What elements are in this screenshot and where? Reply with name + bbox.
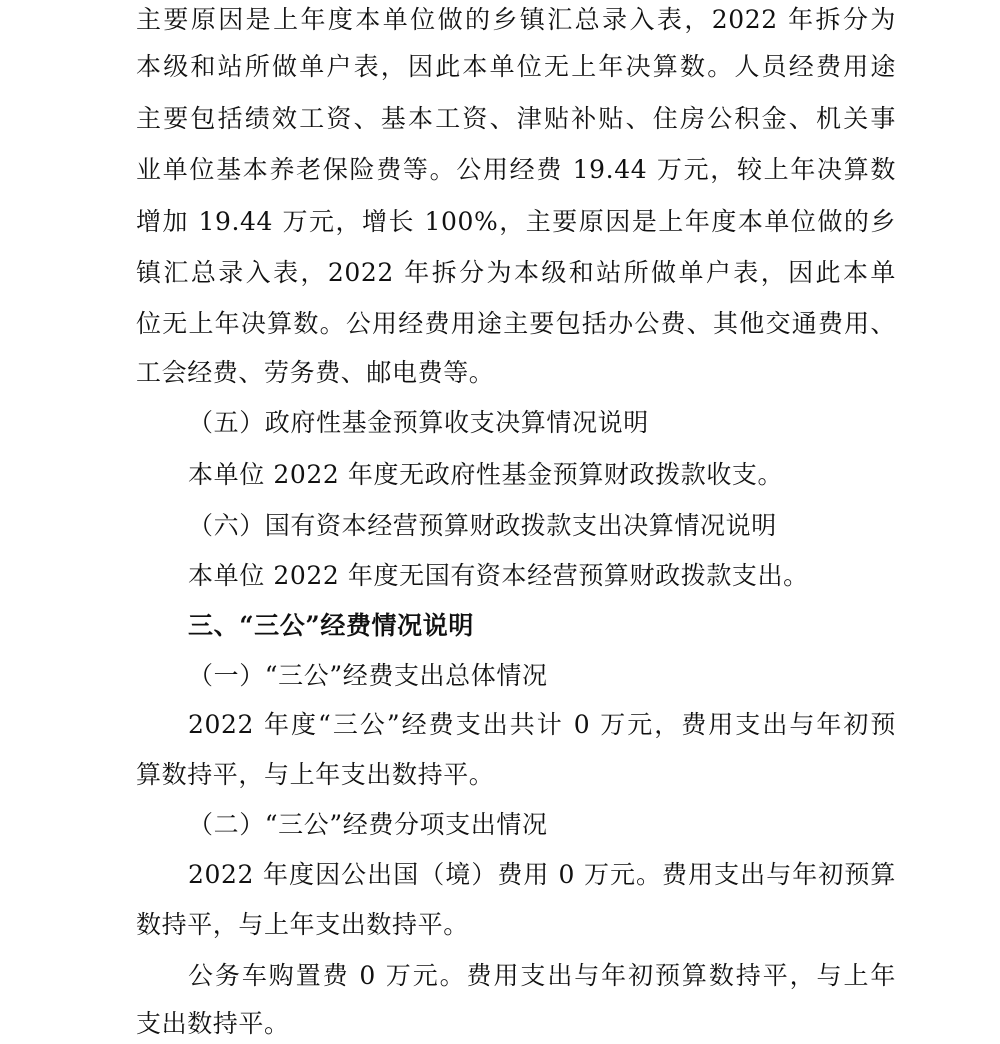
body-text-line: 本单位 2022 年度无政府性基金预算财政拨款收支。 [188,460,784,489]
section-heading-3: 三、“三公”经费情况说明 [188,611,474,640]
body-text-line: 位无上年决算数。公用经费用途主要包括办公费、其他交通费用、 [136,309,896,338]
body-text-line: 支出数持平。 [136,1009,290,1038]
body-text-line: 增加 19.44 万元，增长 100%，主要原因是上年度本单位做的乡 [136,207,896,236]
subsection-heading-1: （一）“三公”经费支出总体情况 [188,661,548,690]
body-text-line: 2022 年度因公出国（境）费用 0 万元。费用支出与年初预算 [188,860,896,889]
section-heading-6: （六）国有资本经营预算财政拨款支出决算情况说明 [188,511,777,540]
body-text-line: 公务车购置费 0 万元。费用支出与年初预算数持平，与上年 [188,961,896,990]
subsection-heading-2: （二）“三公”经费分项支出情况 [188,810,548,839]
body-text-line: 镇汇总录入表，2022 年拆分为本级和站所做单户表，因此本单 [136,258,896,287]
body-text-line: 主要原因是上年度本单位做的乡镇汇总录入表，2022 年拆分为 [136,5,896,34]
body-text-line: 主要包括绩效工资、基本工资、津贴补贴、住房公积金、机关事 [136,104,896,133]
body-text-line: 数持平，与上年支出数持平。 [136,910,469,939]
body-text-line: 本单位 2022 年度无国有资本经营预算财政拨款支出。 [188,561,809,590]
body-text-line: 工会经费、劳务费、邮电费等。 [136,358,495,387]
body-text-line: 算数持平，与上年支出数持平。 [136,760,495,789]
body-text-line: 业单位基本养老保险费等。公用经费 19.44 万元，较上年决算数 [136,155,896,184]
body-text-line: 本级和站所做单户表，因此本单位无上年决算数。人员经费用途 [136,52,896,81]
body-text-line: 2022 年度“三公”经费支出共计 0 万元，费用支出与年初预 [188,710,896,739]
section-heading-5: （五）政府性基金预算收支决算情况说明 [188,408,649,437]
